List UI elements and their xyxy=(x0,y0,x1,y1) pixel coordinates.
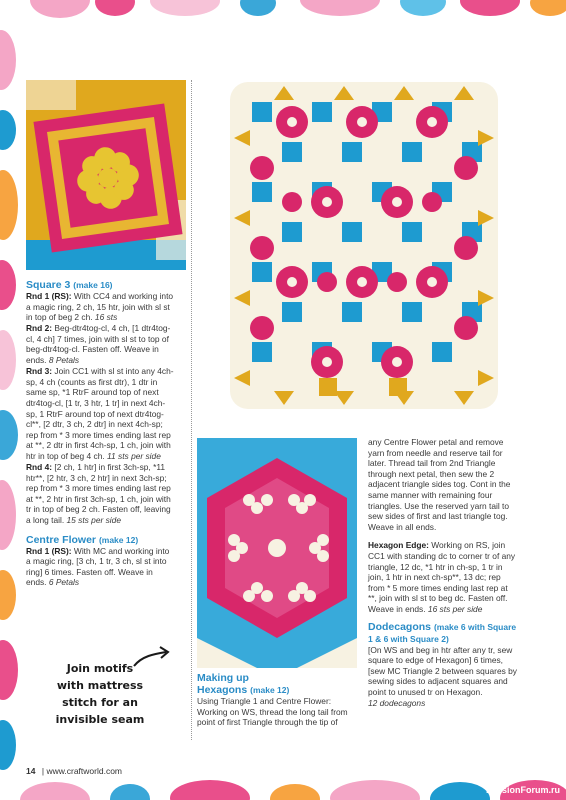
hexagon-edge: Hexagon Edge: Working on RS, join CC1 with standing dc to corner tr of any triangle, 12 dc, *1 htr in ch-sp, 1 tr in join, 1 htr in next ch-sp**, 13 dc; rep from * 5 more times ending last rep at **, join with sl st to beg dc. Fasten off. Weave in ends. 16 sts per side xyxy=(368,540,516,614)
footer-separator: | xyxy=(41,766,45,776)
dodecagons-count: 12 dodecagons xyxy=(368,697,426,708)
column-left xyxy=(26,275,174,588)
dodecagons-text: [On WS and beg in htr after any tr, sew square to edge of Hexagon] 6 times, [sew MC Triangle 2 between squares by sewing sides to adjacent squares and point to unused tr on Hexagon. xyxy=(368,644,517,697)
floral-border-bottom xyxy=(0,778,566,800)
column-divider xyxy=(191,80,192,740)
floral-border-left xyxy=(0,20,22,778)
centre-flower-heading: Centre Flower (make 12) xyxy=(26,533,139,546)
hexagon-sewing-text: any Centre Flower petal and remove yarn from needle and reserve tail for later. Thread tail from 2nd Triangle through next petal, then sew the 2 adjacent triangle sides tog. Cont in the same manner with remaining four triangles. Use the reserved yarn tail to sew sides of first and last triangle tog. Weave in all ends. xyxy=(368,437,511,532)
floral-border-top xyxy=(0,0,566,20)
mattress-stitch-tip: Join motifs with mattress stitch for an invisible seam xyxy=(55,662,145,726)
square3-photo xyxy=(26,80,186,270)
hexagon-photo xyxy=(197,438,357,668)
page-number: 14 xyxy=(26,766,36,776)
square3-rnd4: Rnd 4: [2 ch, 1 htr] in first 3ch-sp, *11 htr**, [2 htr, 3 ch, 2 htr] in next 3ch-sp; rep from * 3 more times ending last rep at **, 2 htr in first 3ch-sp, 1 ch, join with tr in top of beg 2 ch. Fasten off, leaving a long tail. 15 sts per side xyxy=(26,462,171,525)
square3-rnd1: Rnd 1 (RS): With CC4 and working into a magic ring, 2 ch, 15 htr, join with sl st in top of beg 2 ch. 16 sts xyxy=(26,291,174,323)
centre-flower-rnd1: Rnd 1 (RS): With MC and working into a magic ring, [3 ch, 1 tr, 3 ch, sl st into ring] 6 times. Fasten off. Weave in ends. 6 Petals xyxy=(26,545,170,588)
dodecagons-heading: Dodecagons (make 6 with Square 1 & 6 with Square 2) xyxy=(368,620,517,644)
column-middle xyxy=(197,672,355,728)
website-link[interactable]: www.craftworld.com xyxy=(46,766,123,776)
watermark: PassionForum.ru xyxy=(485,785,560,795)
arrow-icon xyxy=(132,646,172,670)
making-up-text: Using Triangle 1 and Centre Flower: Working on WS, thread the long tail from point of first Triangle through the tip of xyxy=(197,696,348,728)
square3-rnd3: Rnd 3: Join CC1 with sl st into any 4ch-sp, 4 ch (counts as first dtr), 1 dtr in same sp, *1 RtrF around top of next dtr4tog-cl, [1 tr, 3 htr, 1 tr] in next 4ch-sp, 1 RtrF around top of next dtr4tog-cl**, [2 dtr, 3 ch, 2 dtr] in next 4ch-sp; rep from * 3 more times ending last rep at **, 2 dtr in first 4ch-sp, 1 ch, join with htr in top of beg 4 ch. 11 sts per side xyxy=(26,366,174,461)
blanket-photo xyxy=(224,78,504,413)
column-right xyxy=(368,437,518,709)
square3-rnd2: Rnd 2: Beg-dtr4tog-cl, 4 ch, [1 dtr4tog-cl, 4 ch] 7 times, join with sl st to top of beg-dtr4tog-cl. Fasten off. Weave in ends. 8 Petals xyxy=(26,323,171,366)
page-footer xyxy=(26,766,122,776)
making-up-heading: Making up Hexagons (make 12) xyxy=(197,672,290,696)
square3-heading: Square 3 (make 16) xyxy=(26,279,113,291)
